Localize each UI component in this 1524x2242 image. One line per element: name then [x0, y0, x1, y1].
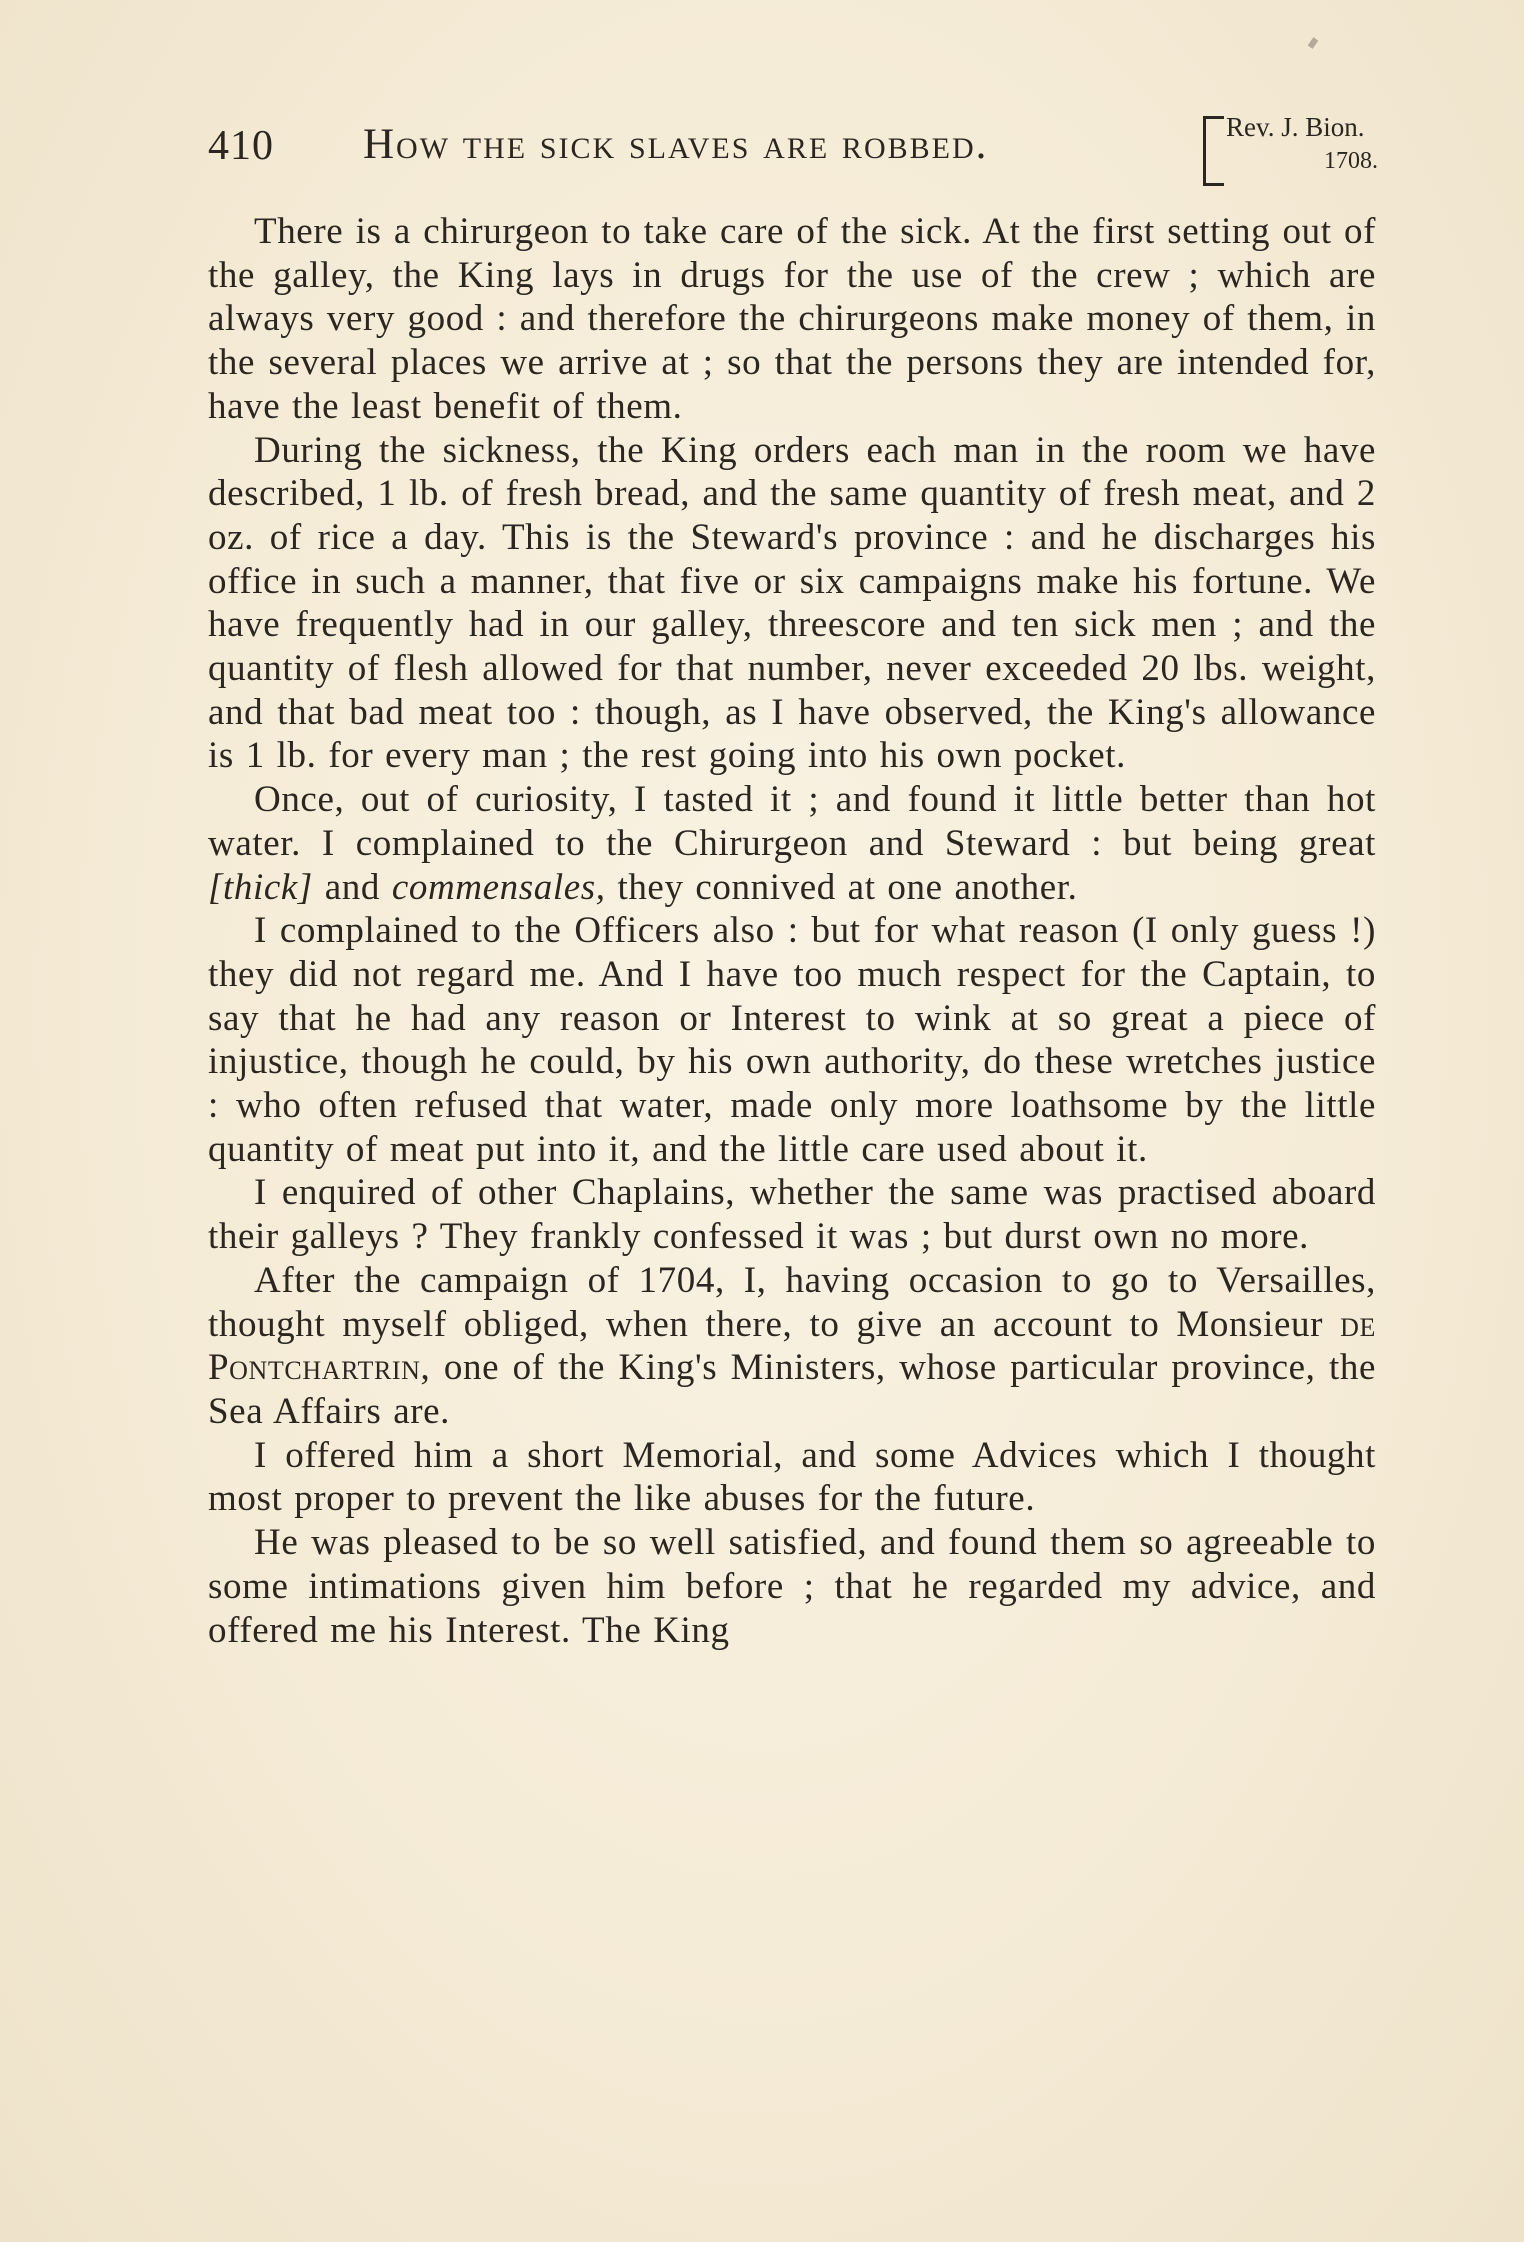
paragraph-text: one of the King's Ministers, whose particular province, the Sea Affairs are. — [208, 1347, 1376, 1432]
header-bracket — [1203, 116, 1224, 186]
running-title: How the sick slaves are robbed. — [363, 121, 989, 168]
paragraph-memorial: I offered him a short Memorial, and some Advices which I thought most proper to prevent the like abuses for the future. — [208, 1434, 1376, 1520]
paragraph-versailles — [208, 1259, 1376, 1434]
paragraph-officers: I complained to the Officers also : but for what reason (I only guess !) they did not regard me. And I have too much respect for the Captain, to say that he had any reason or Interest to wink at so great a piece of injustice, though he could, by his own authority, do these wretches justice : who often refused that water, made only more loathsome by the little quantity of meat put into it, and the little care used about it. — [208, 910, 1376, 1170]
paragraph-satisfied: He was pleased to be so well satisfied, and found them so agreeable to some intimations given him before ; that he regarded my advice, and offered me his Interest. The King — [208, 1522, 1376, 1651]
italic-term-commensales: commensales, — [391, 866, 606, 908]
paragraph-text: Once, out of curiosity, I tasted it ; and found it little better than hot water. I complained to the Chirurgeon and Steward : but being great — [208, 779, 1376, 864]
paragraph-text: and — [312, 866, 392, 908]
header-source-author: Rev. J. Bion. — [1226, 112, 1365, 142]
paragraph-sickness-rations: During the sickness, the King orders each man in the room we have described, 1 lb. of fresh bread, and the same quantity of fresh meat, and 2 oz. of rice a day. This is the Steward's province : and he discharges his office in such a manner, that five or six campaigns make his fortune. We have frequently had in our galley, threescore and ten sick men ; and the quantity of flesh allowed for that number, never exceeded 20 lbs. weight, and that bad meat too : though, as I have observed, the King's allowance is 1 lb. for every man ; the rest going into his own pocket. — [208, 429, 1376, 777]
paragraph-chaplains: I enquired of other Chaplains, whether the same was practised aboard their galleys ? They frankly confessed it was ; but durst own no more. — [208, 1172, 1376, 1258]
running-header — [208, 112, 1388, 192]
ink-speck — [1308, 37, 1319, 49]
italic-term-thick: [thick] — [208, 866, 313, 908]
body-text — [208, 210, 1376, 1652]
name-pontchartrin: de Pontchartrin, — [208, 1303, 1376, 1389]
paragraph-text: After the campaign of 1704, I, having occasion to go to Versailles, thought myself obliged, when there, to give an account to Monsieur — [208, 1259, 1376, 1345]
paragraph-curiosity — [208, 778, 1376, 909]
header-source-year: 1708. — [1324, 148, 1378, 174]
paragraph-text: they connived at one another. — [605, 866, 1078, 908]
page-number: 410 — [208, 123, 274, 169]
paragraph-chirurgeon: There is a chirurgeon to take care of the sick. At the first setting out of the galley, the King lays in drugs for the use of the crew ; which are always very good : and therefore the chirurgeons make money of them, in the several places we arrive at ; so that the persons they are intended for, have the least benefit of them. — [208, 211, 1376, 427]
